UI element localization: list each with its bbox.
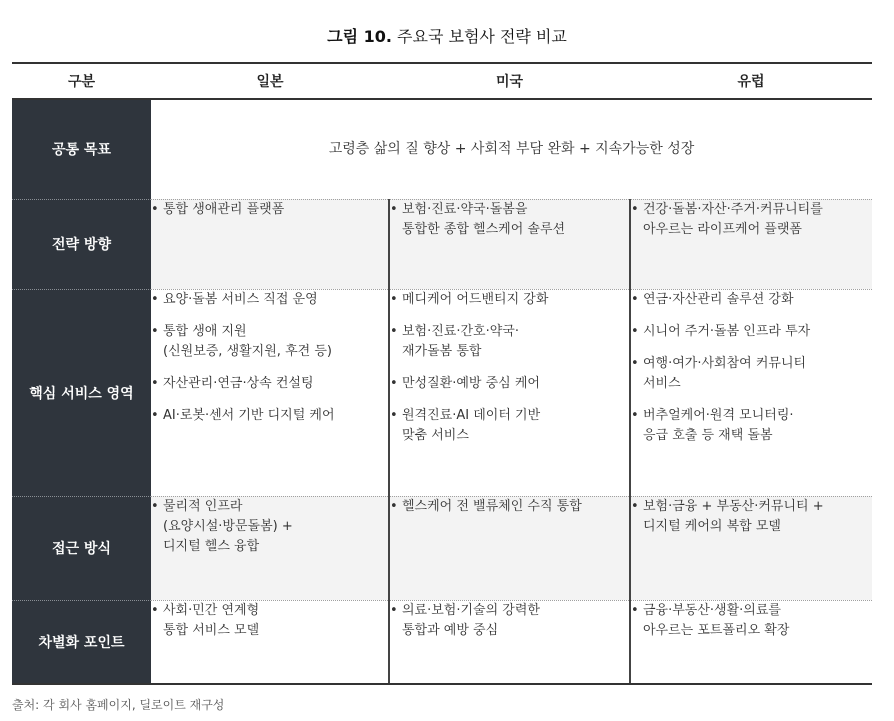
header-japan: 일본 bbox=[151, 63, 389, 99]
row-label: 핵심 서비스 영역 bbox=[12, 289, 151, 496]
cell-japan bbox=[151, 199, 389, 289]
cell-japan bbox=[151, 600, 389, 684]
bullet-item: • 금융·부동산·생활·의료를 아우르는 포트폴리오 확장 bbox=[631, 601, 872, 641]
bullet-item: • 요양·돌봄 서비스 직접 운영 bbox=[151, 290, 388, 310]
cell-usa bbox=[389, 289, 630, 496]
row-label: 공통 목표 bbox=[12, 99, 151, 199]
cell-europe bbox=[630, 199, 872, 289]
bullet-item: • 건강·돌봄·자산·주거·커뮤니티를 아우르는 라이프케어 플랫폼 bbox=[631, 200, 872, 240]
row-differentiation bbox=[12, 600, 872, 684]
cell-europe bbox=[630, 496, 872, 600]
bullet-item: • 원격진료·AI 데이터 기반 맞춤 서비스 bbox=[390, 406, 629, 446]
bullet-item: • 보험·진료·간호·약국· 재가돌봄 통합 bbox=[390, 322, 629, 362]
bullet-item: • 헬스케어 전 밸류체인 수직 통합 bbox=[390, 497, 629, 517]
header-row bbox=[12, 63, 872, 99]
bullet-item: • 의료·보험·기술의 강력한 통합과 예방 중심 bbox=[390, 601, 629, 641]
bullet-item: • 시니어 주거·돌봄 인프라 투자 bbox=[631, 322, 872, 342]
bullet-item: • 보험·금융 + 부동산·커뮤니티 + 디지털 케어의 복합 모델 bbox=[631, 497, 872, 537]
row-approach bbox=[12, 496, 872, 600]
row-strategy bbox=[12, 199, 872, 289]
cell-usa bbox=[389, 496, 630, 600]
bullet-item: • 자산관리·연금·상속 컨설팅 bbox=[151, 374, 388, 394]
bullet-item: • 메디케어 어드밴티지 강화 bbox=[390, 290, 629, 310]
row-common-goal bbox=[12, 99, 872, 199]
header-europe: 유럽 bbox=[630, 63, 872, 99]
figure-title bbox=[0, 24, 894, 47]
comparison-table bbox=[12, 62, 872, 685]
cell-japan bbox=[151, 289, 389, 496]
bullet-item: • 물리적 인프라 (요양시설·방문돌봄) + 디지털 헬스 융합 bbox=[151, 497, 388, 557]
row-label: 차별화 포인트 bbox=[12, 600, 151, 684]
common-goal-cell: 고령층 삶의 질 향상 + 사회적 부담 완화 + 지속가능한 성장 bbox=[151, 99, 872, 199]
figure-title-text: 주요국 보험사 전략 비교 bbox=[397, 27, 567, 46]
bullet-item: • AI·로봇·센서 기반 디지털 케어 bbox=[151, 406, 388, 426]
row-core-services bbox=[12, 289, 872, 496]
cell-europe bbox=[630, 600, 872, 684]
bullet-item: • 통합 생애 지원 (신원보증, 생활지원, 후견 등) bbox=[151, 322, 388, 362]
bullet-item: • 보험·진료·약국·돌봄을 통합한 종합 헬스케어 솔루션 bbox=[390, 200, 629, 240]
bullet-item: • 버추얼케어·원격 모니터링· 응급 호출 등 재택 돌봄 bbox=[631, 406, 872, 446]
cell-usa bbox=[389, 199, 630, 289]
header-category: 구분 bbox=[12, 63, 151, 99]
bullet-item: • 사회·민간 연계형 통합 서비스 모델 bbox=[151, 601, 388, 641]
figure-label: 그림 10. bbox=[327, 27, 392, 46]
cell-japan bbox=[151, 496, 389, 600]
row-label: 전략 방향 bbox=[12, 199, 151, 289]
header-usa: 미국 bbox=[389, 63, 630, 99]
bullet-item: • 통합 생애관리 플랫폼 bbox=[151, 200, 388, 220]
row-label: 접근 방식 bbox=[12, 496, 151, 600]
bullet-item: • 여행·여가·사회참여 커뮤니티 서비스 bbox=[631, 354, 872, 394]
bullet-item: • 연금·자산관리 솔루션 강화 bbox=[631, 290, 872, 310]
cell-europe bbox=[630, 289, 872, 496]
source-footnote: 출처: 각 회사 홈페이지, 딜로이트 재구성 bbox=[12, 698, 225, 712]
bullet-item: • 만성질환·예방 중심 케어 bbox=[390, 374, 629, 394]
cell-usa bbox=[389, 600, 630, 684]
